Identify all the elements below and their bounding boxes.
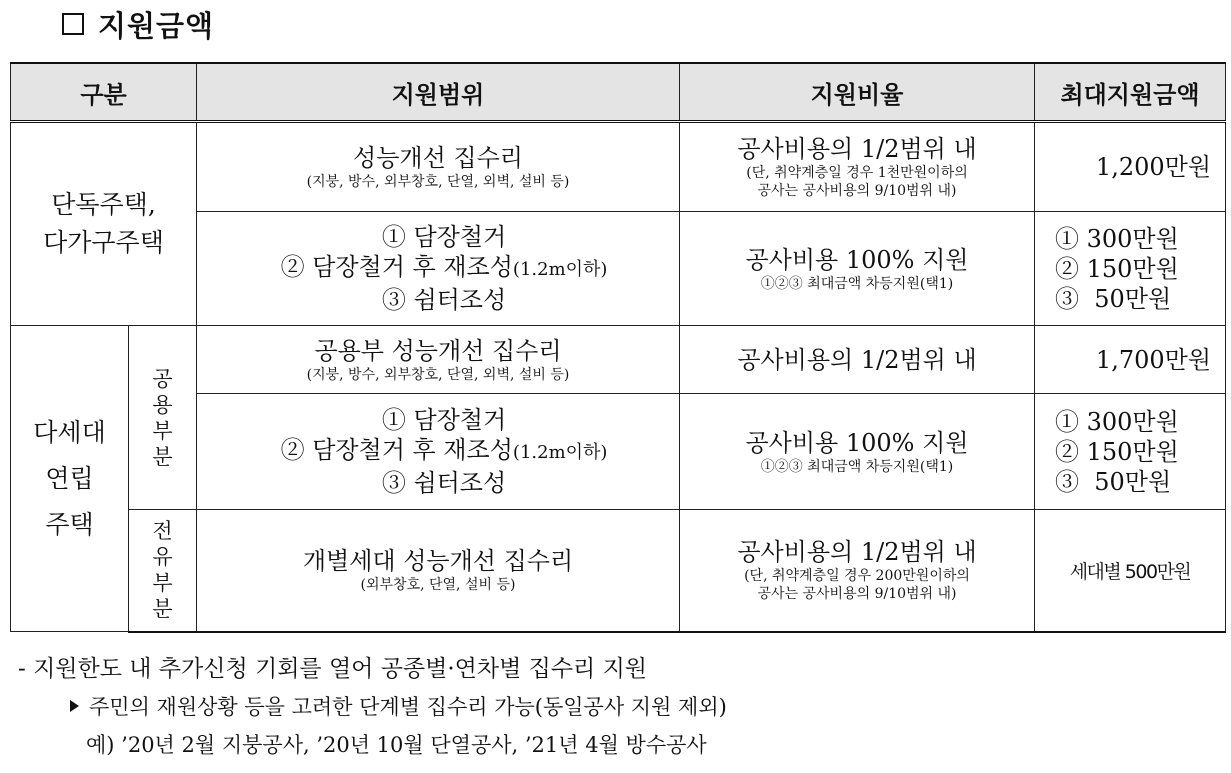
table-header-row bbox=[11, 63, 1226, 122]
table-row bbox=[11, 122, 1226, 212]
note-line: 주민의 재원상황 등을 고려한 단계별 집수리 가능(동일공사 지원 제외) bbox=[18, 688, 727, 726]
scope-cell: 개별세대 성능개선 집수리 (외부창호, 단열, 설비 등) bbox=[197, 510, 680, 632]
scope-cell: 성능개선 집수리 (지붕, 방수, 외부창호, 단열, 외벽, 설비 등) bbox=[197, 122, 680, 212]
amount-list-cell: ① 300만원 ② 150만원 ③ 50만원 bbox=[1035, 394, 1226, 510]
subcategory-private-area: 전 유 부 분 bbox=[129, 510, 197, 632]
scope-list-cell: ① 담장철거 ② 담장철거 후 재조성(1.2m이하) ③ 쉼터조성 bbox=[197, 394, 680, 510]
scope-list-cell: ① 담장철거 ② 담장철거 후 재조성(1.2m이하) ③ 쉼터조성 bbox=[197, 212, 680, 326]
category-detached-house: 단독주택, 다가구주택 bbox=[11, 122, 197, 326]
triangle-bullet-icon bbox=[70, 700, 79, 712]
ratio-cell: 공사비용의 1/2범위 내 (단, 취약계층일 경우 200만원이하의 공사는 공사비용의 9/10범위 내) bbox=[680, 510, 1035, 632]
notes-section bbox=[18, 650, 727, 764]
amount-cell: 세대별 500만원 bbox=[1035, 510, 1226, 632]
amount-list-cell: ① 300만원 ② 150만원 ③ 50만원 bbox=[1035, 212, 1226, 326]
header-ratio: 지원비율 bbox=[680, 63, 1035, 122]
section-heading bbox=[62, 4, 214, 44]
ratio-cell: 공사비용 100% 지원 ①②③ 최대금액 차등지원(택1) bbox=[680, 394, 1035, 510]
header-scope: 지원범위 bbox=[197, 63, 680, 122]
ratio-cell: 공사비용 100% 지원 ①②③ 최대금액 차등지원(택1) bbox=[680, 212, 1035, 326]
header-max-amount: 최대지원금액 bbox=[1035, 63, 1226, 122]
section-title: 지원금액 bbox=[98, 8, 215, 43]
amount-cell: 1,700만원 bbox=[1035, 326, 1226, 394]
support-amount-table bbox=[10, 62, 1226, 633]
table-row bbox=[11, 326, 1226, 394]
square-bullet-icon bbox=[62, 13, 84, 35]
note-line: - 지원한도 내 추가신청 기회를 열어 공종별·연차별 집수리 지원 bbox=[18, 656, 648, 682]
scope-cell: 공용부 성능개선 집수리 (지붕, 방수, 외부창호, 단열, 외벽, 설비 등) bbox=[197, 326, 680, 394]
note-example-line: 예) ’20년 2월 지붕공사, ’20년 10월 단열공사, ’21년 4월 방수공사 bbox=[86, 733, 707, 757]
amount-cell: 1,200만원 bbox=[1035, 122, 1226, 212]
subcategory-common-area: 공 용 부 분 bbox=[129, 326, 197, 510]
ratio-cell: 공사비용의 1/2범위 내 (단, 취약계층일 경우 1천만원이하의 공사는 공사비용의 9/10범위 내) bbox=[680, 122, 1035, 212]
category-multi-family-house: 다세대 연립 주택 bbox=[11, 326, 129, 632]
ratio-cell: 공사비용의 1/2범위 내 bbox=[680, 326, 1035, 394]
header-category: 구분 bbox=[11, 63, 197, 122]
table-row bbox=[11, 510, 1226, 632]
